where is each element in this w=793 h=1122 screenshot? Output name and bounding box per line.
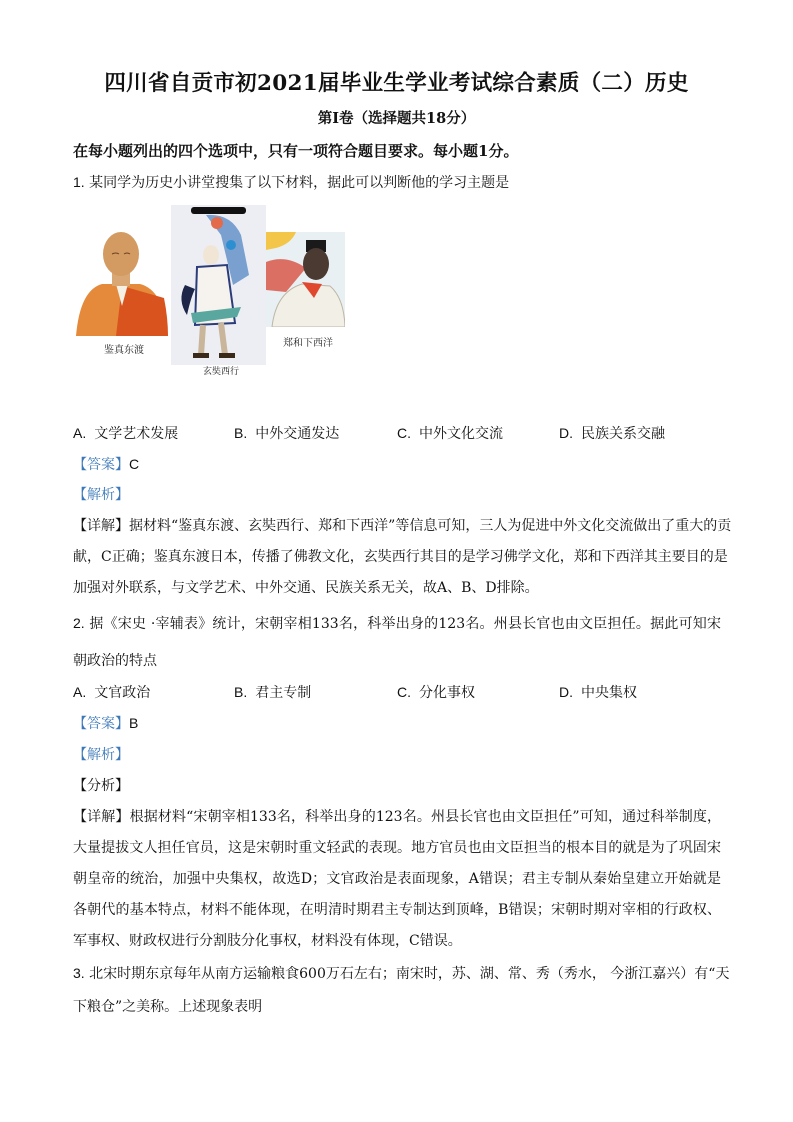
option-b[interactable]: B. 君主专制 [234, 684, 312, 701]
option-a[interactable]: A. 文学艺术发展 [73, 425, 179, 442]
answer-value: C [129, 456, 140, 472]
detail-line: 军事权、财政权进行分割肢分化事权，材料没有体现，C错误。 [73, 933, 462, 949]
detail-line: 各朝代的基本特点，材料不能体现，在明清时期君主专制达到顶峰，B错误；宋朝时期对宰相的行政权、 [73, 902, 721, 918]
question-number: 1. [73, 174, 85, 190]
question-2-stem-cont: 朝政治的特点 [73, 653, 157, 669]
detail-line: 大量提拔文人担任官员，这是宋朝时重文轻武的表现。地方官员也由文臣担当的根本目的就是为了巩固宋 [73, 840, 721, 856]
answer-value: B [129, 715, 139, 731]
option-d[interactable]: D. 民族关系交融 [559, 425, 665, 442]
monk-portrait-image [72, 228, 170, 338]
option-c[interactable]: C. 中外文化交流 [397, 425, 503, 442]
question-3-stem: 3. 北宋时期东京每年从南方运输粮食600万石左右；南宋时，苏、湖、常、秀（秀水， 今浙江嘉兴）有“天 [73, 965, 730, 982]
figure-caption: 鉴真东渡 [104, 345, 144, 356]
instructions: 在每小题列出的四个选项中，只有一项符合题目要求。每小题1分。 [73, 142, 519, 160]
answer-line [73, 454, 139, 474]
figure-caption: 郑和下西洋 [283, 338, 333, 349]
option-d[interactable]: D. 中央集权 [559, 684, 637, 701]
question-number: 2. [73, 615, 85, 631]
pilgrim-painting-image [171, 205, 266, 365]
question-2-stem: 2. 据《宋史 ·宰辅表》统计，宋朝宰相133名，科举出身的123名。州县长官也由文臣担任。据此可知宋 [73, 615, 721, 632]
question-1-stem: 1. 某同学为历史小讲堂搜集了以下材料，据此可以判断他的学习主题是 [73, 174, 510, 191]
detail-line: 【详解】根据材料“宋朝宰相133名，科举出身的123名。州县长官也由文臣担任”可知，通过科举制度， [73, 809, 721, 825]
page-title: 四川省自贡市初2021届毕业生学业考试综合素质（二）历史 [104, 71, 689, 96]
analysis-tag: 【解析】 [73, 747, 129, 763]
admiral-portrait-image [266, 232, 345, 327]
option-b[interactable]: B. 中外交通发达 [234, 425, 340, 442]
question-number: 3. [73, 965, 85, 981]
analysis-subtag: 【分析】 [73, 778, 129, 794]
analysis-tag: 【解析】 [73, 487, 129, 503]
detail-line: 【详解】据材料“鉴真东渡、玄奘西行、郑和下西洋”等信息可知，三人为促进中外文化交流做出了重大的贡 [73, 518, 732, 534]
detail-line: 献，C正确；鉴真东渡日本，传播了佛教文化，玄奘西行其目的是学习佛学文化，郑和下西洋其主要目的是 [73, 549, 728, 565]
figure-caption: 玄奘西行 [203, 366, 240, 376]
option-a[interactable]: A. 文官政治 [73, 684, 151, 701]
detail-line: 加强对外联系，与文学艺术、中外交通、民族关系无关，故A、B、D排除。 [73, 580, 539, 596]
section-heading: 第Ⅰ卷（选择题共18分） [317, 110, 476, 127]
question-3-stem-cont: 下粮仓”之美称。上述现象表明 [73, 999, 263, 1015]
answer-line [73, 713, 138, 733]
answer-tag: 【答案】 [73, 716, 129, 732]
detail-line: 朝皇帝的统治，加强中央集权，故选D；文官政治是表面现象，A错误；君主专制从秦始皇建立开始就是 [73, 871, 721, 887]
option-c[interactable]: C. 分化事权 [397, 684, 475, 701]
answer-tag: 【答案】 [73, 457, 129, 473]
